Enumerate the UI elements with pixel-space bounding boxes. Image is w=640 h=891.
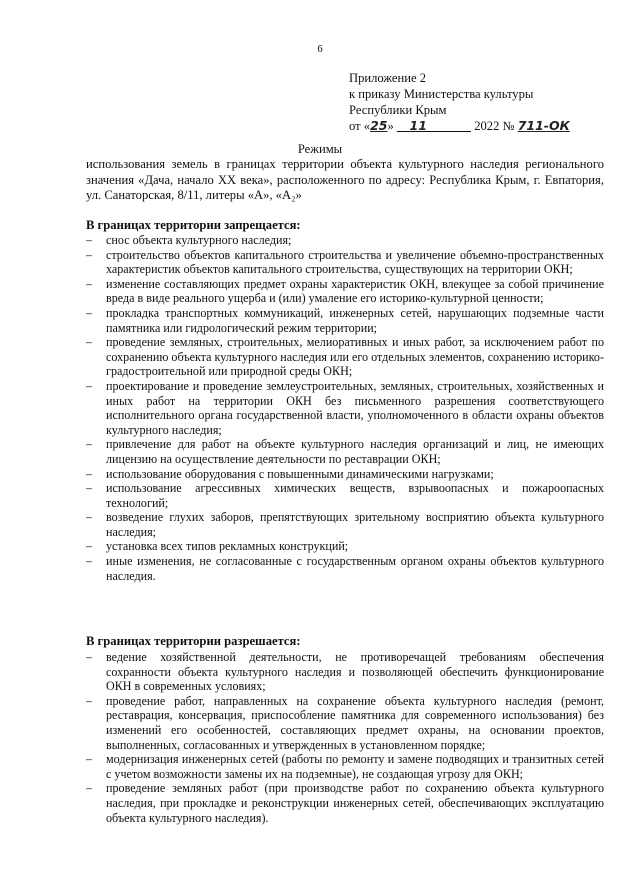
- prohibited-item: [86, 539, 604, 554]
- prohibited-item-text: использование оборудования с повышенными динамическими нагрузками;: [106, 466, 494, 481]
- date-day: 25: [370, 118, 388, 133]
- bullet-dash: –: [86, 233, 93, 247]
- bullet-dash: –: [86, 650, 93, 664]
- prohibited-item-text: строительство объектов капитального строительства и увеличение объемно-пространственных характеристик объектов капитального строительства, существующих на территории ОКН;: [106, 247, 604, 277]
- document-title: Режимы: [297, 142, 343, 156]
- bullet-dash: –: [86, 276, 93, 291]
- number-sign: №: [502, 119, 515, 133]
- bullet-dash: –: [86, 554, 93, 569]
- prohibited-item-text: проектирование и проведение землеустроительных, земляных, строительных, хозяйственных и иных работ на территории ОКН без письменного разрешения соответствующего исполнительного органа государственной власти, уполномоченного в области охраны объектов культурного наследия;: [106, 378, 604, 437]
- prohibited-item: [86, 277, 604, 306]
- prohibited-item: [86, 554, 604, 583]
- date-prefix: от «: [349, 119, 371, 133]
- prohibited-item-text: изменение составляющих предмет охраны характеристик ОКН, влекущее за собой причинение вреда в виде реального ущерба и (или) умаление его историко-культурной ценности;: [106, 276, 604, 306]
- prohibited-item: [86, 248, 604, 277]
- bullet-dash: –: [86, 539, 93, 554]
- bullet-dash: –: [86, 437, 93, 452]
- prohibited-item-text: снос объекта культурного наследия;: [106, 233, 292, 247]
- allowed-item: [86, 752, 604, 781]
- bullet-dash: –: [86, 335, 93, 350]
- allowed-item: [86, 781, 604, 825]
- prohibited-item: [86, 335, 604, 379]
- bullet-dash: –: [86, 693, 93, 708]
- allowed-heading: В границах территории разрешается:: [86, 634, 301, 648]
- appendix-date-line: [349, 118, 570, 134]
- bullet-dash: –: [86, 510, 93, 525]
- appendix-title: Приложение 2: [349, 71, 427, 85]
- bullet-dash: –: [86, 305, 93, 320]
- date-mid: »: [387, 119, 394, 133]
- allowed-item-text: проведение земляных работ (при производстве работ по сохранению объекта культурного наследия, при прокладке и реконструкции инженерных сетей, обеспечивающих эксплуатацию объекта культурного наследия).: [106, 781, 604, 825]
- allowed-item: [86, 694, 604, 752]
- prohibited-item: [86, 379, 604, 437]
- allowed-item-text: проведение работ, направленных на сохранение объекта культурного наследия (ремонт, реставрация, консервация, приспособление памятника для современного использования) без изменений его особенностей, составляющих предмет охраны, на основании проектов, выполненных, согласованных и утвержденных в установленном порядке;: [106, 693, 604, 752]
- appendix-order-ref: к приказу Министерства культуры: [349, 87, 534, 101]
- bullet-dash: –: [86, 781, 93, 796]
- prohibited-item-text: установка всех типов рекламных конструкций;: [106, 539, 349, 554]
- allowed-item-text: ведение хозяйственной деятельности, не противоречащей требованиям обеспечения сохранности объекта культурного наследия и позволяющей обеспечить функционирование ОКН в современных условиях;: [106, 650, 604, 694]
- prohibited-heading: В границах территории запрещается:: [86, 218, 301, 232]
- page-number: 6: [317, 44, 323, 55]
- appendix-header: [349, 70, 570, 134]
- allowed-list: [86, 650, 604, 825]
- bullet-dash: –: [86, 247, 93, 262]
- order-number: 711-ОК: [517, 118, 570, 133]
- allowed-item-text: модернизация инженерных сетей (работы по ремонту и замене подводящих и транзитных сетей с учетом возможности замены их на подземные), не создающая угрозу для ОКН;: [106, 752, 604, 781]
- prohibited-item: [86, 233, 604, 248]
- prohibited-item-text: иные изменения, не согласованные с государственным органом охраны объектов культурного наследия.: [106, 554, 604, 583]
- date-year: 2022: [474, 119, 500, 133]
- date-month-field: [397, 119, 471, 133]
- bullet-dash: –: [86, 481, 93, 496]
- prohibited-item-text: возведение глухих заборов, препятствующих зрительному восприятию объекта культурного наследия;: [106, 510, 604, 539]
- bullet-dash: –: [86, 466, 93, 481]
- prohibited-item-text: проведение земляных, строительных, мелиоративных и иных работ, за исключением работ по сохранению объекта культурного наследия или его отдельных элементов, сохранению историко-градостроительной или природной среды ОКН;: [106, 335, 604, 379]
- bullet-dash: –: [86, 378, 93, 393]
- prohibited-item: [86, 481, 604, 510]
- date-month: 11: [409, 118, 427, 133]
- appendix-republic: Республики Крым: [349, 103, 447, 117]
- prohibited-item: [86, 437, 604, 466]
- prohibited-item-text: привлечение для работ на объекте культурного наследия организаций и лиц, не имеющих лицензию на осуществление деятельности по реставрации ОКН;: [106, 437, 604, 466]
- allowed-item: [86, 650, 604, 694]
- bullet-dash: –: [86, 752, 93, 767]
- prohibited-item-text: прокладка транспортных коммуникаций, инженерных сетей, нарушающих подземные части памятника или гидрологический режим территории;: [106, 305, 604, 335]
- prohibited-item-text: использование агрессивных химических веществ, взрывоопасных и пожароопасных технологий;: [106, 481, 604, 510]
- document-subtitle: использования земель в границах территории объекта культурного наследия регионального значения «Дача, начало XX века», расположенного по адресу: Республика Крым, г. Евпатория, ул. Санаторская, 8/11, литеры «А», «А₂»: [86, 157, 604, 202]
- prohibited-item: [86, 467, 604, 482]
- prohibited-item: [86, 306, 604, 335]
- prohibited-item: [86, 510, 604, 539]
- prohibited-list: [86, 233, 604, 583]
